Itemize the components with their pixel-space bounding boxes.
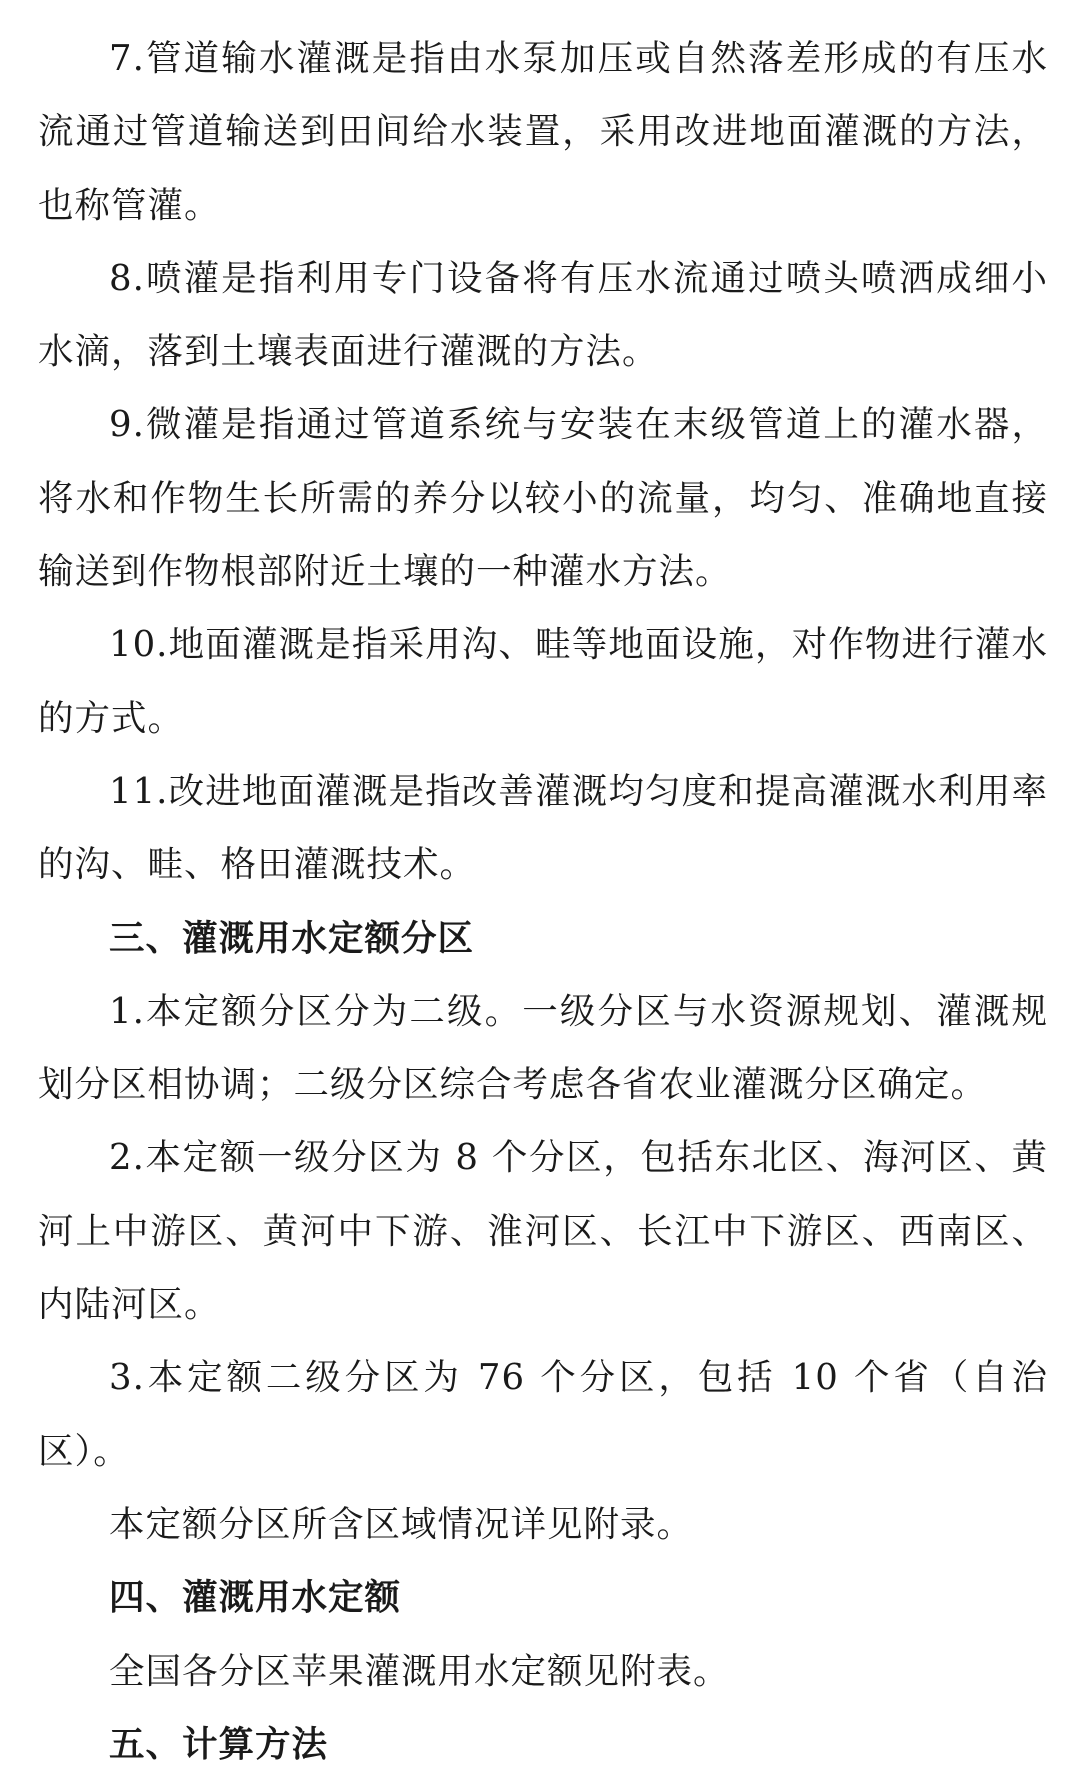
paragraph-8-sprinkler-irrigation: 8.喷灌是指利用专门设备将有压水流通过喷头喷洒成细小水滴，落到土壤表面进行灌溉的方法。: [38, 257, 1048, 373]
paragraph-zoning-1: 1.本定额分区分为二级。一级分区与水资源规划、灌溉规划分区相协调；二级分区综合考虑各省农业灌溉分区确定。: [38, 990, 1048, 1106]
paragraph-zoning-2: 2.本定额一级分区为 8 个分区，包括东北区、海河区、黄河上中游区、黄河中下游、淮河区、长江中下游区、西南区、内陆河区。: [38, 1137, 1048, 1326]
paragraph-10-surface-irrigation: 10.地面灌溉是指采用沟、畦等地面设施，对作物进行灌水的方式。: [38, 624, 1048, 739]
paragraph-7-pipe-irrigation: 7.管道输水灌溉是指由水泵加压或自然落差形成的有压水流通过管道输送到田间给水装置，采用改进地面灌溉的方法，也称管灌。: [38, 38, 1048, 226]
section-heading-calculation: 五、计算方法: [109, 1723, 329, 1765]
section-heading-zoning: 三、灌溉用水定额分区: [109, 917, 475, 959]
paragraph-9-micro-irrigation: 9.微灌是指通过管道系统与安装在末级管道上的灌水器，将水和作物生长所需的养分以较小的流量，均匀、准确地直接输送到作物根部附近土壤的一种灌水方法。: [38, 404, 1048, 593]
section-heading-quota: 四、灌溉用水定额: [109, 1577, 402, 1619]
paragraph-zoning-appendix-note: 本定额分区所含区域情况详见附录。: [109, 1503, 694, 1545]
paragraph-11-improved-surface-irrigation: 11.改进地面灌溉是指改善灌溉均匀度和提高灌溉水利用率的沟、畦、格田灌溉技术。: [38, 770, 1048, 886]
paragraph-zoning-3: 3.本定额二级分区为 76 个分区，包括 10 个省（自治区）。: [38, 1357, 1048, 1472]
document-page: [38, 22, 1048, 1781]
paragraph-quota-table-note: 全国各分区苹果灌溉用水定额见附表。: [109, 1650, 730, 1692]
